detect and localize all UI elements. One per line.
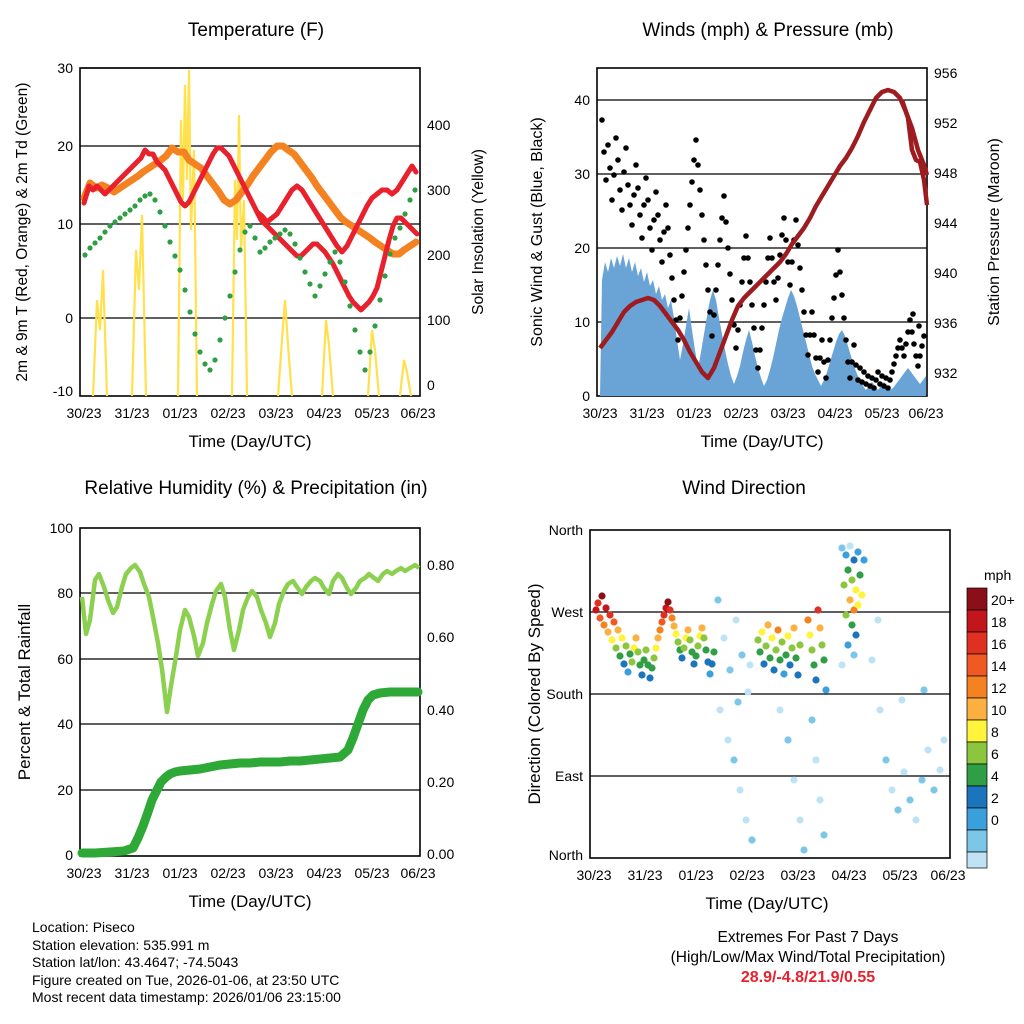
svg-text:North: North xyxy=(548,522,583,538)
colorbar-label-5: 10 xyxy=(991,702,1007,718)
svg-text:20: 20 xyxy=(57,782,73,798)
svg-text:0.40: 0.40 xyxy=(427,702,455,718)
extremes-values: 28.9/-4.8/21.9/0.55 xyxy=(740,969,876,986)
chart-title-wind-direction: Wind Direction xyxy=(682,478,806,499)
svg-text:200: 200 xyxy=(427,247,451,263)
svg-text:03/23: 03/23 xyxy=(258,865,294,881)
meta-created: Figure created on Tue, 2026-01-06, at 23:50 UTC xyxy=(32,971,340,988)
svg-text:10: 10 xyxy=(57,216,73,232)
yaxis-label-wind-direction: Direction (Colored By Speed) xyxy=(525,583,544,805)
svg-text:04/23: 04/23 xyxy=(306,405,342,421)
chart-title-winds: Winds (mph) & Pressure (mb) xyxy=(642,20,894,41)
svg-text:944: 944 xyxy=(934,215,958,231)
svg-text:0: 0 xyxy=(427,377,435,393)
svg-text:300: 300 xyxy=(427,182,451,198)
svg-text:06/23: 06/23 xyxy=(400,865,436,881)
svg-text:02/23: 02/23 xyxy=(210,865,246,881)
svg-text:0: 0 xyxy=(65,847,73,863)
panel-humidity-precip xyxy=(0,460,512,920)
svg-text:31/23: 31/23 xyxy=(114,865,150,881)
colorbar-label-4: 12 xyxy=(991,680,1007,696)
svg-text:East: East xyxy=(554,768,583,784)
svg-text:31/23: 31/23 xyxy=(629,405,665,421)
panel-temperature xyxy=(0,0,512,460)
wind-speed-colorbar xyxy=(967,567,1015,868)
y2axis-label-temperature: Solar Insolation (Yellow) xyxy=(470,149,487,315)
svg-text:05/23: 05/23 xyxy=(864,405,900,421)
svg-text:30: 30 xyxy=(574,166,590,182)
svg-text:0: 0 xyxy=(65,310,73,326)
svg-text:-10: -10 xyxy=(52,383,73,399)
svg-text:North: North xyxy=(548,847,583,863)
svg-text:20: 20 xyxy=(574,240,590,256)
xaxis-label-humidity: Time (Day/UTC) xyxy=(188,892,312,911)
yaxis-label-humidity: Percent & Total Rainfall xyxy=(15,603,34,781)
svg-text:100: 100 xyxy=(49,520,73,536)
svg-text:04/23: 04/23 xyxy=(831,867,867,883)
colorbar-label-3: 14 xyxy=(991,658,1007,674)
svg-text:02/23: 02/23 xyxy=(210,405,246,421)
svg-text:04/23: 04/23 xyxy=(306,865,342,881)
svg-text:10: 10 xyxy=(574,314,590,330)
extremes-subheading: (High/Low/Max Wind/Total Precipitation) xyxy=(670,949,946,966)
panel-winds-pressure xyxy=(512,0,1024,460)
svg-text:01/23: 01/23 xyxy=(162,405,198,421)
svg-text:03/23: 03/23 xyxy=(780,867,816,883)
svg-text:30: 30 xyxy=(57,60,73,76)
meta-location: Location: Piseco xyxy=(32,919,135,935)
wind-direction-plot xyxy=(512,460,1024,920)
svg-text:400: 400 xyxy=(427,117,451,133)
svg-text:02/23: 02/23 xyxy=(723,405,759,421)
meta-latlon: Station lat/lon: 43.4647; -74.5043 xyxy=(32,954,239,970)
temperature-plot xyxy=(0,0,512,460)
svg-text:0: 0 xyxy=(582,388,590,404)
svg-text:40: 40 xyxy=(574,92,590,108)
svg-text:30/23: 30/23 xyxy=(66,865,102,881)
colorbar-title: mph xyxy=(984,567,1012,583)
svg-text:04/23: 04/23 xyxy=(817,405,853,421)
svg-text:0.00: 0.00 xyxy=(427,846,455,862)
colorbar-label-9: 2 xyxy=(991,790,999,806)
svg-text:80: 80 xyxy=(57,585,73,601)
svg-text:05/23: 05/23 xyxy=(882,867,918,883)
extremes-heading: Extremes For Past 7 Days xyxy=(717,929,899,946)
colorbar-label-1: 18 xyxy=(991,614,1007,630)
svg-text:100: 100 xyxy=(427,312,451,328)
svg-text:01/23: 01/23 xyxy=(676,405,712,421)
svg-text:940: 940 xyxy=(934,265,958,281)
svg-text:0.20: 0.20 xyxy=(427,774,455,790)
meta-elevation: Station elevation: 535.991 m xyxy=(32,936,210,953)
svg-text:01/23: 01/23 xyxy=(678,867,714,883)
svg-text:06/23: 06/23 xyxy=(908,405,944,421)
svg-text:31/23: 31/23 xyxy=(627,867,663,883)
svg-text:0.60: 0.60 xyxy=(427,629,455,645)
svg-text:02/23: 02/23 xyxy=(729,867,765,883)
svg-text:30/23: 30/23 xyxy=(66,405,102,421)
yaxis-label-temperature: 2m & 9m T (Red, Orange) & 2m Td (Green) xyxy=(14,82,31,382)
svg-text:West: West xyxy=(551,604,583,620)
colorbar-label-8: 4 xyxy=(991,768,999,784)
svg-text:05/23: 05/23 xyxy=(354,865,390,881)
colorbar-label-7: 6 xyxy=(991,746,999,762)
svg-text:06/23: 06/23 xyxy=(400,405,436,421)
meta-timestamp: Most recent data timestamp: 2026/01/06 23:15:00 xyxy=(32,989,341,1005)
extremes-block xyxy=(608,928,1008,988)
colorbar-label-10: 0 xyxy=(991,812,999,828)
svg-text:30/23: 30/23 xyxy=(576,867,612,883)
svg-text:03/23: 03/23 xyxy=(770,405,806,421)
humidity-plot xyxy=(0,460,512,920)
svg-text:0.80: 0.80 xyxy=(427,557,455,573)
y2axis-label-winds: Station Pressure (Maroon) xyxy=(986,138,1003,326)
svg-text:South: South xyxy=(546,686,583,702)
svg-text:956: 956 xyxy=(934,65,958,81)
svg-text:952: 952 xyxy=(934,115,958,131)
chart-title-temperature: Temperature (F) xyxy=(187,20,325,41)
xaxis-label-winds: Time (Day/UTC) xyxy=(700,432,824,451)
panel-wind-direction xyxy=(512,460,1024,920)
station-metadata xyxy=(32,919,341,1007)
svg-text:31/23: 31/23 xyxy=(114,405,150,421)
svg-text:948: 948 xyxy=(934,165,958,181)
svg-text:932: 932 xyxy=(934,365,958,381)
svg-text:06/23: 06/23 xyxy=(930,867,966,883)
colorbar-label-2: 16 xyxy=(991,636,1007,652)
svg-text:60: 60 xyxy=(57,651,73,667)
winds-plot xyxy=(512,0,1024,460)
svg-text:20: 20 xyxy=(57,138,73,154)
chart-title-humidity: Relative Humidity (%) & Precipitation (in) xyxy=(84,478,428,499)
svg-text:936: 936 xyxy=(934,315,958,331)
svg-text:30/23: 30/23 xyxy=(582,405,618,421)
svg-text:01/23: 01/23 xyxy=(162,865,198,881)
svg-text:40: 40 xyxy=(57,716,73,732)
xaxis-label-temperature: Time (Day/UTC) xyxy=(188,432,312,451)
colorbar-label-0: 20+ xyxy=(991,592,1015,608)
svg-text:03/23: 03/23 xyxy=(258,405,294,421)
colorbar-label-6: 8 xyxy=(991,724,999,740)
yaxis-label-winds: Sonic Wind & Gust (Blue, Black) xyxy=(529,117,546,347)
svg-text:05/23: 05/23 xyxy=(354,405,390,421)
xaxis-label-wind-direction: Time (Day/UTC) xyxy=(705,894,829,913)
